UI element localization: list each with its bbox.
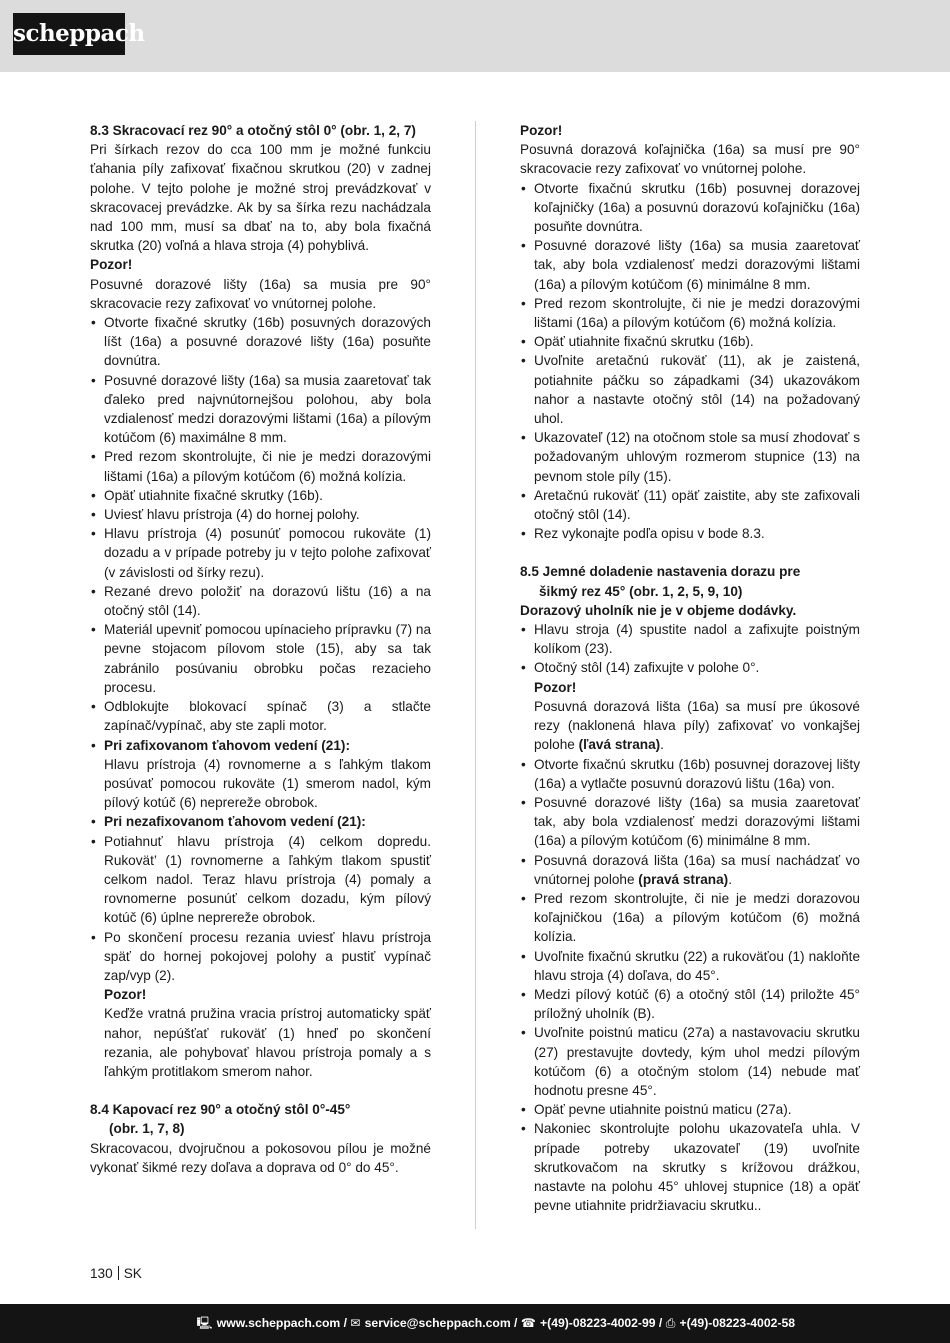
column-divider	[475, 121, 476, 1229]
warning-text: Posuvná dorazová koľajnička (16a) sa musí pre 90° skracovacie rezy zafixovať vo vnútornej polohe.	[520, 142, 860, 177]
left-column	[90, 121, 431, 1177]
list-item: • Opäť utiahnite fixačné skrutky (16b).	[90, 486, 431, 505]
list-item	[90, 812, 431, 831]
scheppach-logo: scheppach	[13, 13, 125, 55]
list-item: • Rezané drevo položiť na dorazovú lištu (16) a na otočný stôl (14).	[90, 582, 431, 620]
instruction-list	[520, 620, 860, 1215]
fixed-guide-heading: • Pri zafixovanom ťahovom vedení (21):	[104, 737, 350, 753]
section-8-3-body: Pri šírkach rezov do cca 100 mm je možné funkciu ťahania píly zafixovať fixačnou skrutkou (20) v zadnej polohe. V tejto polohe je možné stroj prevádzkovať v skracovacej prevádzke. Ak by sa šírka rezu nachádzala nad 100 mm, musí sa dbať na to, aby bola fixačná skrutka (20) voľná a hlava stroja (4) pohyblivá.	[90, 142, 431, 254]
list-item	[90, 736, 431, 813]
list-item-text: • Po skončení procesu rezania uviesť hlavu prístroja späť do hornej pokojovej polohy a pustiť vypínač zap/vyp (2).	[104, 929, 431, 983]
list-item	[520, 658, 860, 754]
instruction-list	[520, 179, 860, 544]
envelope-icon: ✉	[350, 1316, 361, 1330]
warning-heading: Pozor!	[520, 123, 563, 138]
list-item: • Posuvné dorazové lišty (16a) sa musia zaaretovať tak ďaleko pred najvnútornejšou polohou, aby bola vzdialenosť medzi dorazovými lištami (16a) a pílovým kotúčom (6) maximálne 8 mm.	[90, 371, 431, 448]
unfixed-guide-heading: • Pri nezafixovanom ťahovom vedení (21):	[104, 814, 366, 830]
page-number	[90, 1266, 142, 1282]
list-item: • Posuvné dorazové lišty (16a) sa musia zaaretovať tak, aby bola vzdialenosť medzi dorazovými lištami (16a) a pílovým kotúčom (6) minimálne 8 mm.	[520, 793, 860, 851]
list-item: • Hlavu prístroja (4) posunúť pomocou rukoväte (1) dozadu a v prípade potreby ju v tejto polohe zafixovať (v závislosti od šírky rezu).	[90, 524, 431, 582]
list-item	[90, 928, 431, 1082]
list-item: • Nakoniec skontrolujte polohu ukazovateľa uhla. V prípade potreby ukazovateľ (19) uvoľnite skrutkovačom na skrutky s krížovou drážkou, nastavte na polohu 45° uhlovej stupnice (18) a opäť pevne utiahnite pridržiavaciu skrutku..	[520, 1119, 860, 1215]
language-code: SK	[123, 1266, 142, 1281]
list-item: • Posuvná dorazová lišta (16a) sa musí nachádzať vo vnútornej polohe (pravá strana).	[520, 851, 860, 889]
warning-heading: Pozor!	[90, 257, 133, 273]
list-item: • Materiál upevniť pomocou upínacieho prípravku (7) na pevne stojacom pílovom stole (15), aby sa tak zabránilo posúvaniu obrobku počas rezacieho procesu.	[90, 620, 431, 697]
list-item: • Rez vykonajte podľa opisu v bode 8.3.	[520, 524, 860, 543]
page-number-value: 130	[90, 1266, 113, 1281]
list-item: • Ukazovateľ (12) na otočnom stole sa musí zhodovať s požadovaným uhlovým rozmerom stupnice (13) na pevnom stole píly (15).	[520, 428, 860, 486]
list-item: • Pred rezom skontrolujte, či nie je medzi dorazovou koľajničkou (16a) a pílovým kotúčom (6) možná kolízia.	[520, 889, 860, 947]
list-item: • Odblokujte blokovací spínač (3) a stlačte zapínač/vypínač, aby ste zapli motor.	[90, 697, 431, 735]
list-item: • Opäť pevne utiahnite poistnú maticu (27a).	[520, 1100, 860, 1119]
list-item: • Uvoľnite poistnú maticu (27a) a nastavovaciu skrutku (27) prestavujte dovtedy, kým uhol medzi pílovým kotúčom (6) a otočným stolom (14) nebude mať hodnotu presne 45°.	[520, 1023, 860, 1100]
list-item: • Aretačnú rukoväť (11) opäť zaistite, aby ste zafixovali otočný stôl (14).	[520, 486, 860, 524]
fax-icon: ⎙	[665, 1316, 676, 1330]
website-link[interactable]: www.scheppach.com /	[216, 1316, 348, 1330]
computer-icon: 🖳	[196, 1316, 213, 1330]
warning-text: Posuvné dorazové lišty (16a) sa musia pre 90° skracovacie rezy zafixovať vo vnútornej polohe.	[90, 276, 431, 311]
footer-bar	[0, 1304, 950, 1343]
section-8-4-title: 8.4 Kapovací rez 90° a otočný stôl 0°-45°	[90, 1102, 351, 1118]
warning-heading: Pozor!	[104, 987, 147, 1003]
warning-text: Keďže vratná pružina vracia prístroj automaticky späť nahor, nepúšťať rukoväť (1) hneď po skončení rezania, ale pohybovať hlavou prístroja pomaly a s ľahkým protitlakom smerom nahor.	[104, 1006, 431, 1079]
list-item-text: • Otočný stôl (14) zafixujte v polohe 0°.	[534, 660, 760, 676]
warning-text: Posuvná dorazová lišta (16a) sa musí pre úkosové rezy (naklonená hlava píly) zafixovať vo vonkajšej polohe (ľavá strana).	[534, 698, 860, 753]
header-bar	[0, 0, 950, 72]
section-8-5-note: Dorazový uholník nie je v objeme dodávky.	[520, 602, 797, 618]
list-item: • Opäť utiahnite fixačnú skrutku (16b).	[520, 332, 860, 351]
list-item: • Otvorte fixačnú skrutku (16b) posuvnej dorazovej koľajničky (16a) a posuvnú dorazovú koľajničku (16a) posuňte dovnútra.	[520, 179, 860, 237]
warning-heading: Pozor!	[534, 679, 577, 695]
list-item: • Potiahnuť hlavu prístroja (4) celkom dopredu. Rukovät’ (1) rovnomerne a ľahkým tlakom spustiť celkom nadol. Teraz hlavu prístroja (4) pomaly a rovnomerne posunúť celkom dozadu, kým pílový kotúč (6) úplne neprereže obrobok.	[90, 832, 431, 928]
separator	[118, 1266, 119, 1280]
section-8-4-title-refs: (obr. 1, 7, 8)	[109, 1121, 185, 1137]
list-item: • Pred rezom skontrolujte, či nie je medzi dorazovými lištami (16a) a pílovým kotúčom (6) možná kolízia.	[520, 294, 860, 332]
email-link[interactable]: service@scheppach.com /	[364, 1316, 518, 1330]
section-8-5-title: 8.5 Jemné doladenie nastavenia dorazu pre	[520, 564, 801, 580]
list-item: • Uviesť hlavu prístroja (4) do hornej polohy.	[90, 505, 431, 524]
phone-number: +(49)-08223-4002-99 /	[540, 1316, 663, 1330]
fax-number: +(49)-08223-4002-58	[679, 1316, 795, 1330]
list-item: • Uvoľnite fixačnú skrutku (22) a rukoväťou (1) nakloňte hlavu stroja (4) doľava, do 45°.	[520, 947, 860, 985]
section-8-5-title-refs: šikmý rez 45° (obr. 1, 2, 5, 9, 10)	[539, 583, 743, 599]
list-item: • Uvoľnite aretačnú rukoväť (11), ak je zaistená, potiahnite páčku so západkami (34) ukazovákom nahor a nastavte otočný stôl (14) na požadovaný uhol.	[520, 351, 860, 428]
phone-icon: ☎	[520, 1316, 537, 1330]
list-item: • Posuvné dorazové lišty (16a) sa musia zaaretovať tak, aby bola vzdialenosť medzi dorazovými lištami (16a) a pílovým kotúčom (6) minimálne 8 mm.	[520, 236, 860, 294]
right-column	[520, 121, 860, 1215]
list-item: • Otvorte fixačnú skrutku (16b) posuvnej dorazovej lišty (16a) a vytlačte posuvnú dorazovú lištu (16a) von.	[520, 755, 860, 793]
section-8-4-body: Skracovacou, dvojručnou a pokosovou pílou je možné vykonať šikmé rezy doľava a doprava od 0° do 45°.	[90, 1140, 431, 1175]
fixed-guide-text: Hlavu prístroja (4) rovnomerne a s ľahkým tlakom posúvať pomocou rukoväte (1) smerom nadol, kým pílový kotúč (6) neprereže obrobok.	[104, 756, 431, 811]
section-8-3-title: 8.3 Skracovací rez 90° a otočný stôl 0° (obr. 1, 2, 7)	[90, 123, 416, 138]
instruction-list	[90, 313, 431, 1081]
list-item: • Hlavu stroja (4) spustite nadol a zafixujte poistným kolíkom (23).	[520, 620, 860, 658]
list-item: • Pred rezom skontrolujte, či nie je medzi dorazovými lištami (16a) a pílovým kotúčom (6) možná kolízia.	[90, 447, 431, 485]
list-item: • Medzi pílový kotúč (6) a otočný stôl (14) priložte 45° príložný uholník (B).	[520, 985, 860, 1023]
list-item: • Otvorte fixačné skrutky (16b) posuvných dorazových líšt (16a) a posuvné dorazové lišty (16a) posuňte dovnútra.	[90, 313, 431, 371]
